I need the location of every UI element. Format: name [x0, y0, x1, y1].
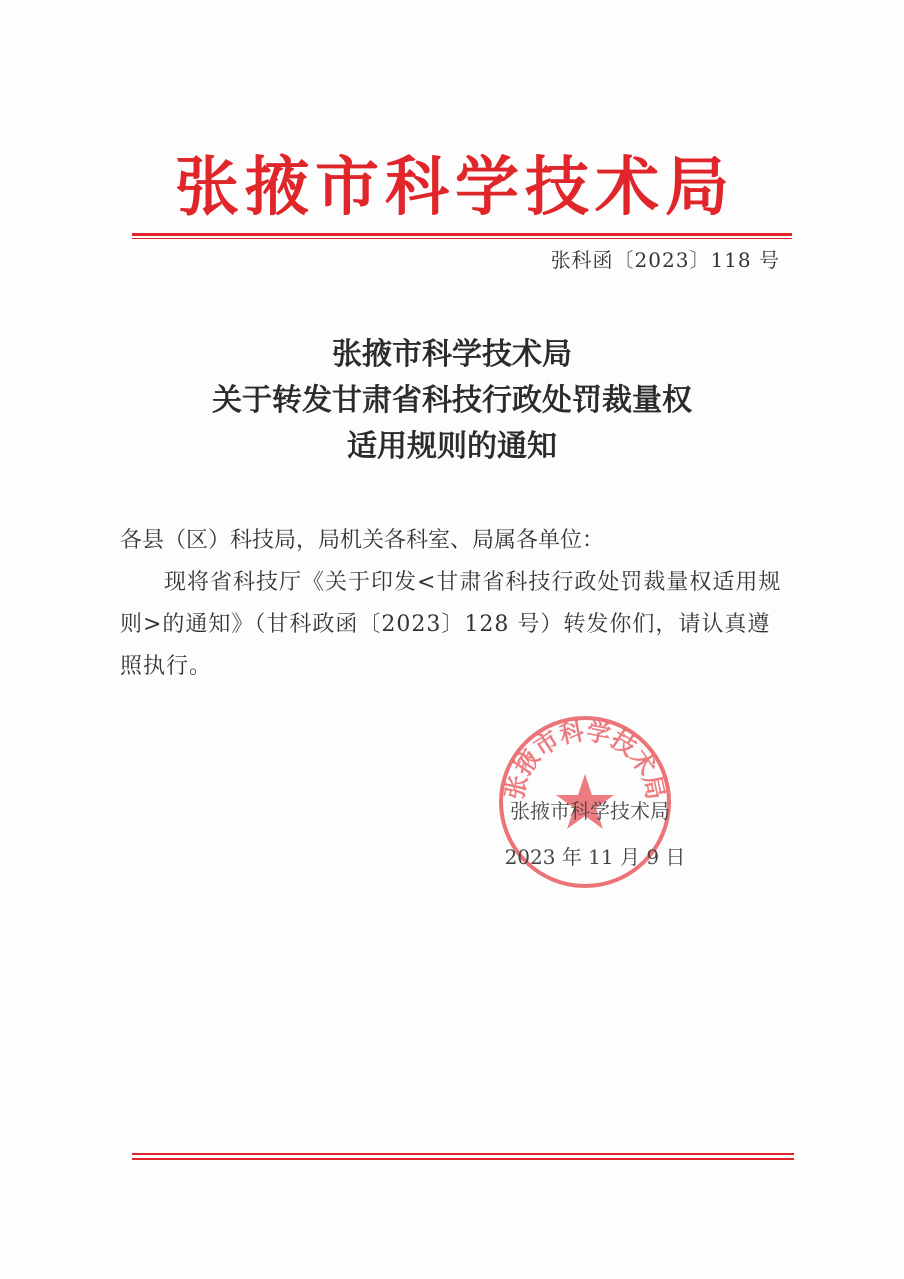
title-line-1: 张掖市科学技术局 [332, 337, 572, 372]
header-red-rule-thin [132, 238, 792, 239]
addressee: 各县（区）科技局，局机关各科室、局属各单位： [120, 528, 605, 553]
signature-date: 2023 年 11 月 9 日 [504, 845, 686, 869]
document-body [120, 520, 790, 688]
document-title [100, 332, 804, 470]
footer-red-rule-2 [132, 1158, 794, 1160]
signature-issuer: 张掖市科学技术局 [510, 799, 670, 823]
document-number: 张科函〔2023〕118 号 [550, 248, 780, 272]
svg-text:张掖市科学技术局: 张掖市科学技术局 [500, 717, 670, 802]
title-line-3: 适用规则的通知 [347, 429, 557, 464]
title-line-2: 关于转发甘肃省科技行政处罚裁量权 [212, 383, 692, 418]
header-red-rule [132, 233, 792, 236]
organization-header: 张掖市科学技术局 [175, 151, 735, 225]
body-paragraph: 现将省科技厅《关于印发<甘肃省科技行政处罚裁量权适用规则>的通知》（甘科政函〔2023〕128 号）转发你们，请认真遵照执行。 [120, 570, 782, 679]
footer-red-rule [132, 1153, 794, 1155]
